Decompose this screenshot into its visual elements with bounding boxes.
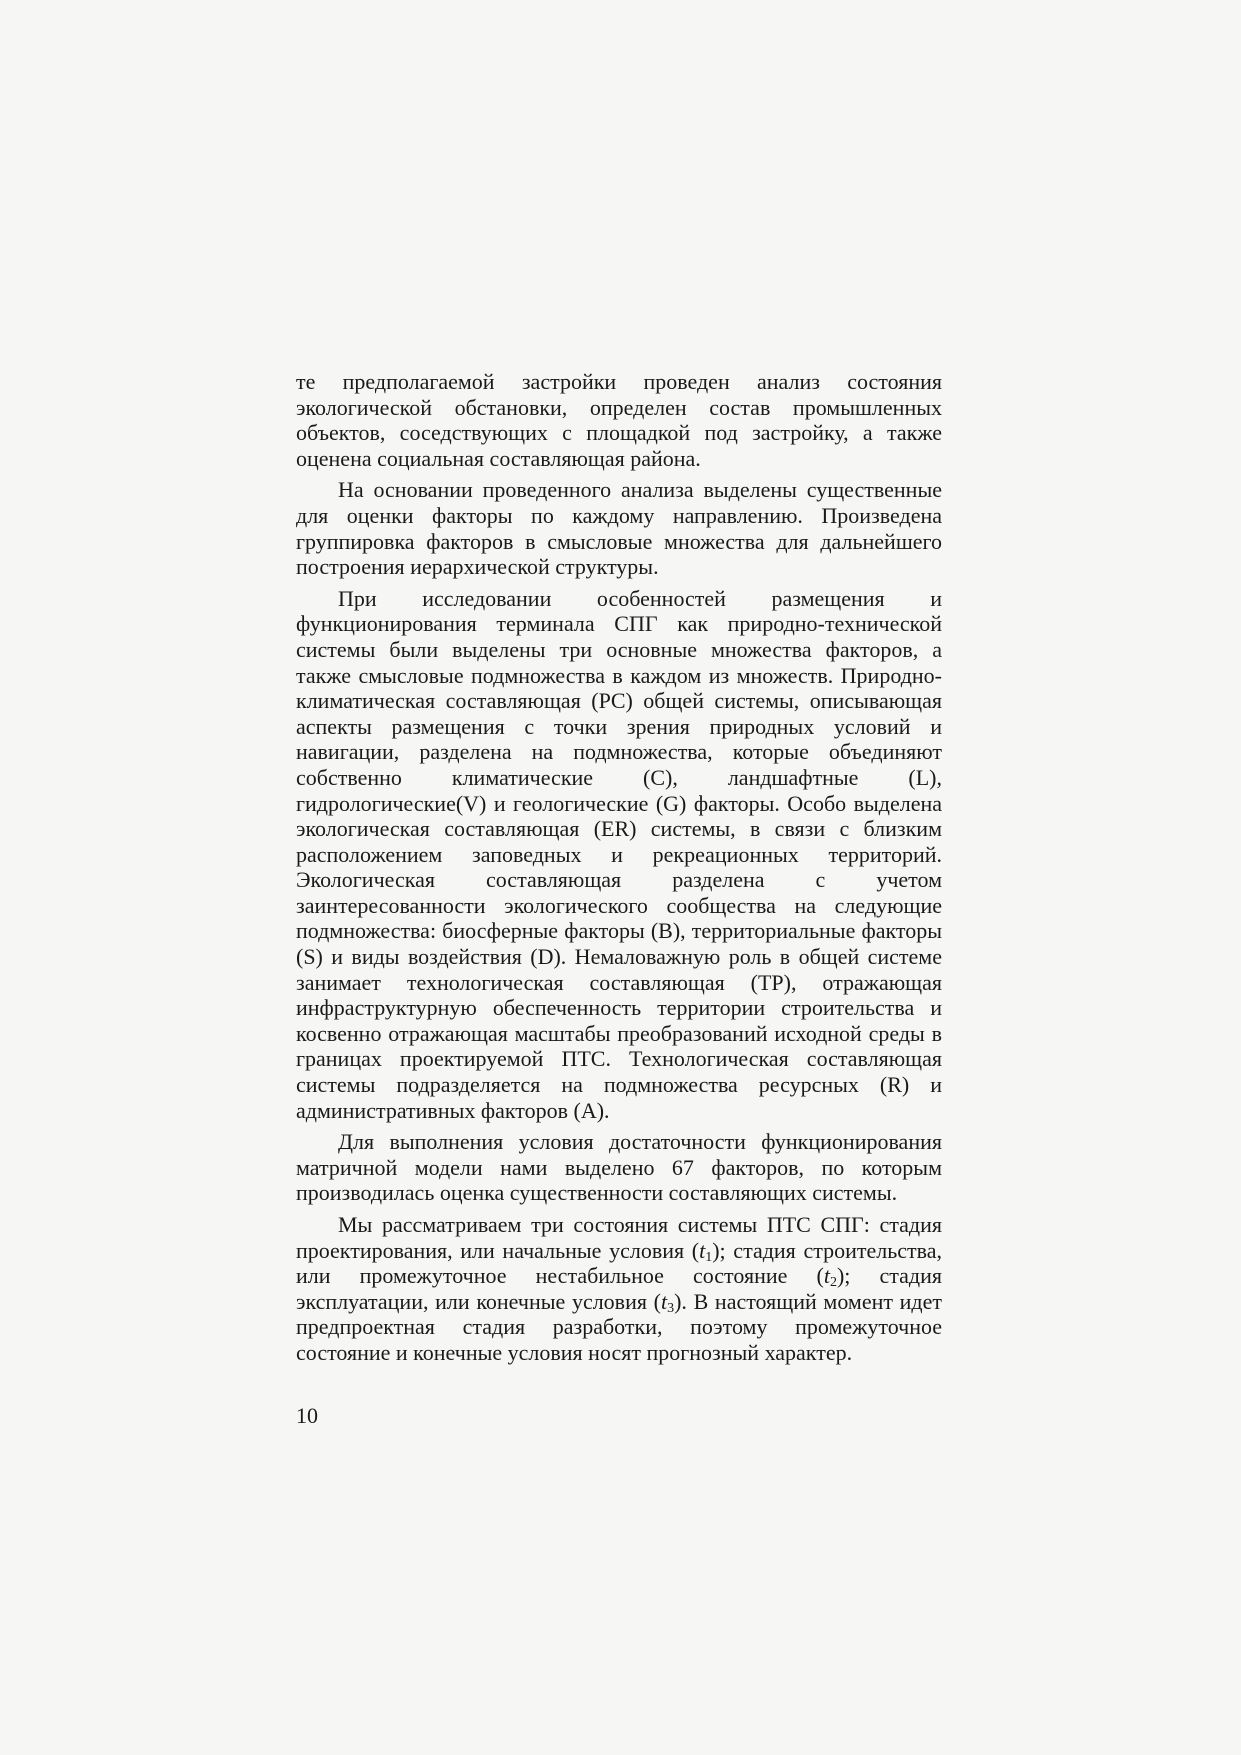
t3-symbol: t — [660, 1288, 668, 1314]
paragraph-4: Для выполнения условия достаточности функционирования матричной модели нами выделено 67 факторов, по которым производилась оценка существенности составляющих системы. — [296, 1129, 942, 1206]
paragraph-5-part-2: ); стадия строительства, или промежуточное нестабильное состояние ( — [296, 1237, 942, 1289]
paragraph-3: При исследовании особенностей размещения и функционирования терминала СПГ как природно-технической системы были выделены три основные множества факторов, а также смысловые подмножества в каждом из множеств. Природно-климатическая составляющая (PC) общей системы, описывающая аспекты размещения с точки зрения природных условий и навигации, разделена на подмножества, которые объединяют собственно климатические (C), ландшафтные (L), гидрологические(V) и геологические (G) факторы. Особо выделена экологическая составляющая (ER) системы, в связи с близким расположением заповедных и рекреационных территорий. Экологическая составляющая разделена с учетом заинтересованности экологического сообщества на следующие подмножества: биосферные факторы (B), территориальные факторы (S) и виды воздействия (D). Немаловажную роль в общей системе занимает технологическая составляющая (TP), отражающая инфраструктурную обеспеченность территории строительства и косвенно отражающая масштабы преобразований исходной среды в границах проектируемой ПТС. Технологическая составляющая системы подразделяется на подмножества ресурсных (R) и административных факторов (A). — [296, 585, 942, 1123]
t2-subscript: 2 — [829, 1275, 837, 1291]
paragraph-1: те предполагаемой застройки проведен анализ состояния экологической обстановки, определен состав промышленных объектов, соседствующих с площадкой под застройку, а также оценена социальная составляющая района. — [296, 369, 942, 471]
paragraph-5-part-3: ); стадия эксплуатации, или конечные условия ( — [296, 1263, 942, 1314]
t2-symbol: t — [823, 1263, 830, 1289]
body-text — [296, 369, 942, 1372]
t1-subscript: 1 — [705, 1249, 713, 1265]
paragraph-2: На основании проведенного анализа выделены существенные для оценки факторы по каждому направлению. Произведена группировка факторов в смысловые множества для дальнейшего построения иерархической структуры. — [296, 477, 942, 580]
paragraph-5-part-1: Мы рассматриваем три состояния системы ПТС СПГ: стадия проектирования, или начальные условия ( — [296, 1212, 942, 1263]
page-number: 10 — [296, 1403, 318, 1428]
paragraph-5 — [296, 1212, 942, 1366]
paragraph-5-part-4: ). В настоящий момент идет предпроектная стадия разработки, поэтому промежуточное состояние и конечные условия носят прогнозный характер. — [296, 1288, 942, 1365]
t3-subscript: 3 — [667, 1300, 675, 1316]
t1-symbol: t — [699, 1237, 706, 1263]
